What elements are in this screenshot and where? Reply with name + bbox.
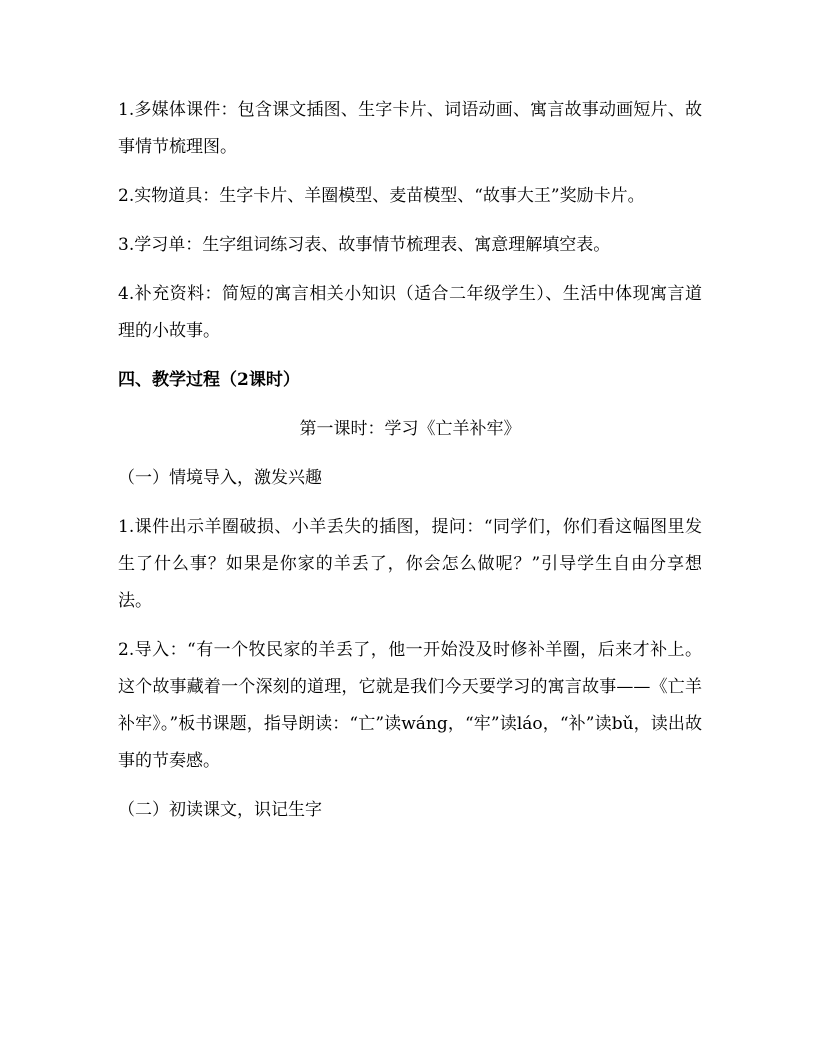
part1-step-2: 2.导入：“有一个牧民家的羊丢了，他一开始没及时修补羊圈，后来才补上。这个故事藏着一个深刻的道理，它就是我们今天要学习的寓言故事——《亡羊补牢》。”板书课题，指导朗读：“亡”读wáng，“牢”读láo，“补”读bǔ，读出故事的节奏感。 bbox=[118, 640, 702, 771]
section-heading: 四、教学过程（2课时） bbox=[118, 370, 300, 390]
document-page bbox=[118, 92, 702, 841]
materials-item-1: 1.多媒体课件：包含课文插图、生字卡片、词语动画、寓言故事动画短片、故事情节梳理图。 bbox=[118, 100, 702, 157]
materials-item-4: 4.补充资料：简短的寓言相关小知识（适合二年级学生）、生活中体现寓言道理的小故事。 bbox=[118, 284, 702, 341]
part2-title: （二）初读课文，识记生字 bbox=[118, 800, 322, 820]
materials-item-3: 3.学习单：生字组词练习表、故事情节梳理表、寓意理解填空表。 bbox=[118, 235, 611, 255]
materials-item-2: 2.实物道具：生字卡片、羊圈模型、麦苗模型、“故事大王”奖励卡片。 bbox=[118, 186, 645, 206]
lesson-title: 第一课时：学习《亡羊补牢》 bbox=[299, 419, 521, 439]
part1-title: （一）情境导入，激发兴趣 bbox=[118, 468, 322, 488]
part1-step-1: 1.课件出示羊圈破损、小羊丢失的插图，提问：“同学们，你们看这幅图里发生了什么事？如果是你家的羊丢了，你会怎么做呢？”引导学生自由分享想法。 bbox=[118, 517, 702, 611]
